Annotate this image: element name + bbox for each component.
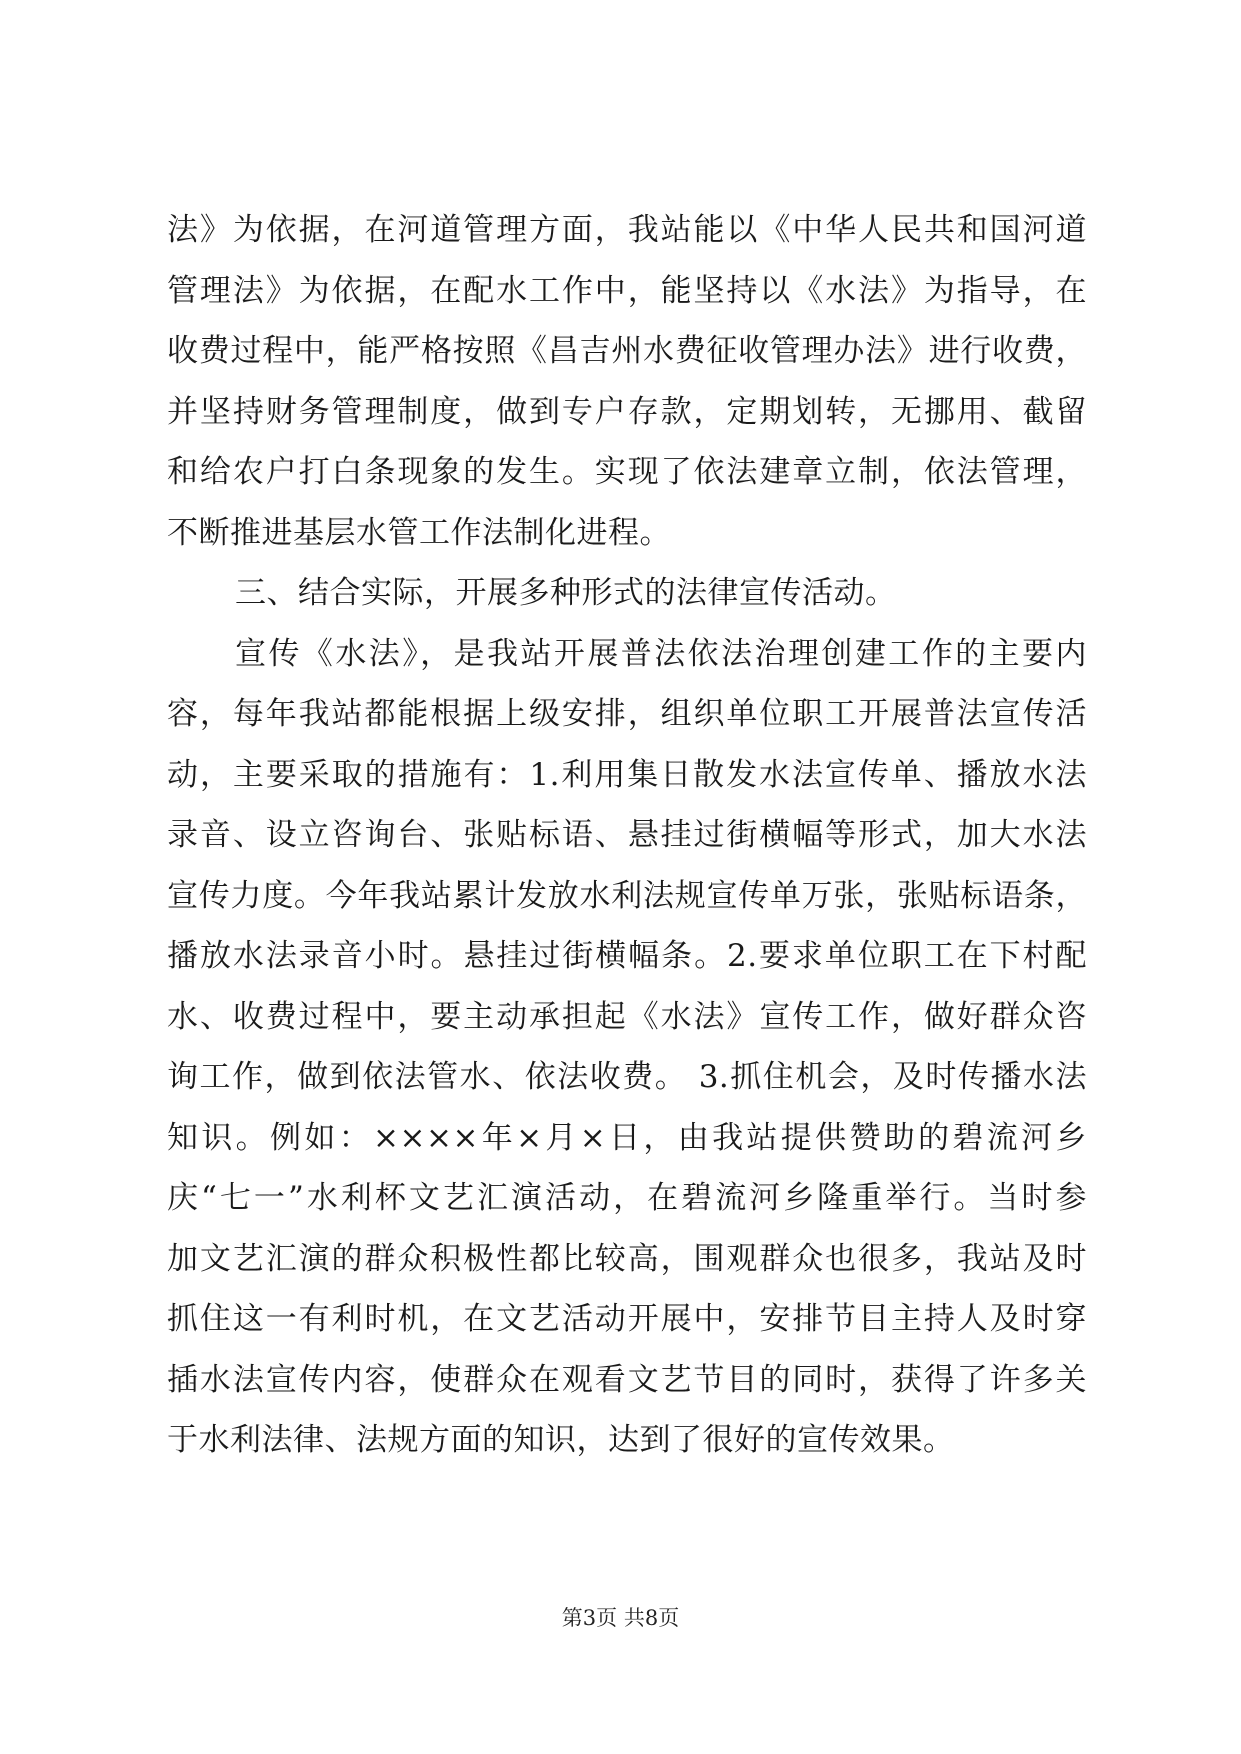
text-line: 动，主要采取的措施有：1.利用集日散发水法宣传单、播放水法: [167, 756, 1087, 793]
text-line: 宣传《水法》，是我站开展普法依法治理创建工作的主要内: [235, 635, 1087, 672]
text-line: 庆“七一”水利杯文艺汇演活动，在碧流河乡隆重举行。当时参: [167, 1180, 1087, 1216]
text-line: 插水法宣传内容，使群众在观看文艺节目的同时，获得了许多关: [167, 1361, 1087, 1398]
text-line: 询工作，做到依法管水、依法收费。 3.抓住机会，及时传播水法: [167, 1059, 1087, 1095]
page-number-footer: 第3页 共8页: [561, 1606, 680, 1630]
text-line: 知识。例如：××××年×月×日，由我站提供赞助的碧流河乡: [167, 1119, 1087, 1156]
body-text: [167, 200, 1087, 1471]
text-line: 播放水法录音小时。悬挂过街横幅条。2.要求单位职工在下村配: [167, 938, 1087, 974]
text-line: 录音、设立咨询台、张贴标语、悬挂过街横幅等形式，加大水法: [167, 817, 1087, 853]
text-line: 法》为依据，在河道管理方面，我站能以《中华人民共和国河道: [167, 212, 1087, 248]
text-line: 宣传力度。今年我站累计发放水利法规宣传单万张，张贴标语条，: [167, 877, 1087, 914]
text-line: 加文艺汇演的群众积极性都比较高，围观群众也很多，我站及时: [167, 1240, 1087, 1277]
text-line: 管理法》为依据，在配水工作中，能坚持以《水法》为指导，在: [167, 272, 1087, 309]
text-line: 抓住这一有利时机，在文艺活动开展中，安排节目主持人及时穿: [167, 1301, 1087, 1337]
text-line: 水、收费过程中，要主动承担起《水法》宣传工作，做好群众咨: [167, 998, 1087, 1035]
text-line: 三、结合实际，开展多种形式的法律宣传活动。: [235, 575, 897, 611]
text-line: 和给农户打白条现象的发生。实现了依法建章立制，依法管理，: [167, 454, 1087, 490]
text-line: 容，每年我站都能根据上级安排，组织单位职工开展普法宣传活: [167, 696, 1087, 732]
text-line: 于水利法律、法规方面的知识，达到了很好的宣传效果。: [167, 1422, 955, 1458]
text-line: 并坚持财务管理制度，做到专户存款，定期划转，无挪用、截留: [167, 393, 1087, 430]
text-line: 不断推进基层水管工作法制化进程。: [167, 514, 671, 551]
text-line: 收费过程中，能严格按照《昌吉州水费征收管理办法》进行收费，: [167, 333, 1087, 369]
